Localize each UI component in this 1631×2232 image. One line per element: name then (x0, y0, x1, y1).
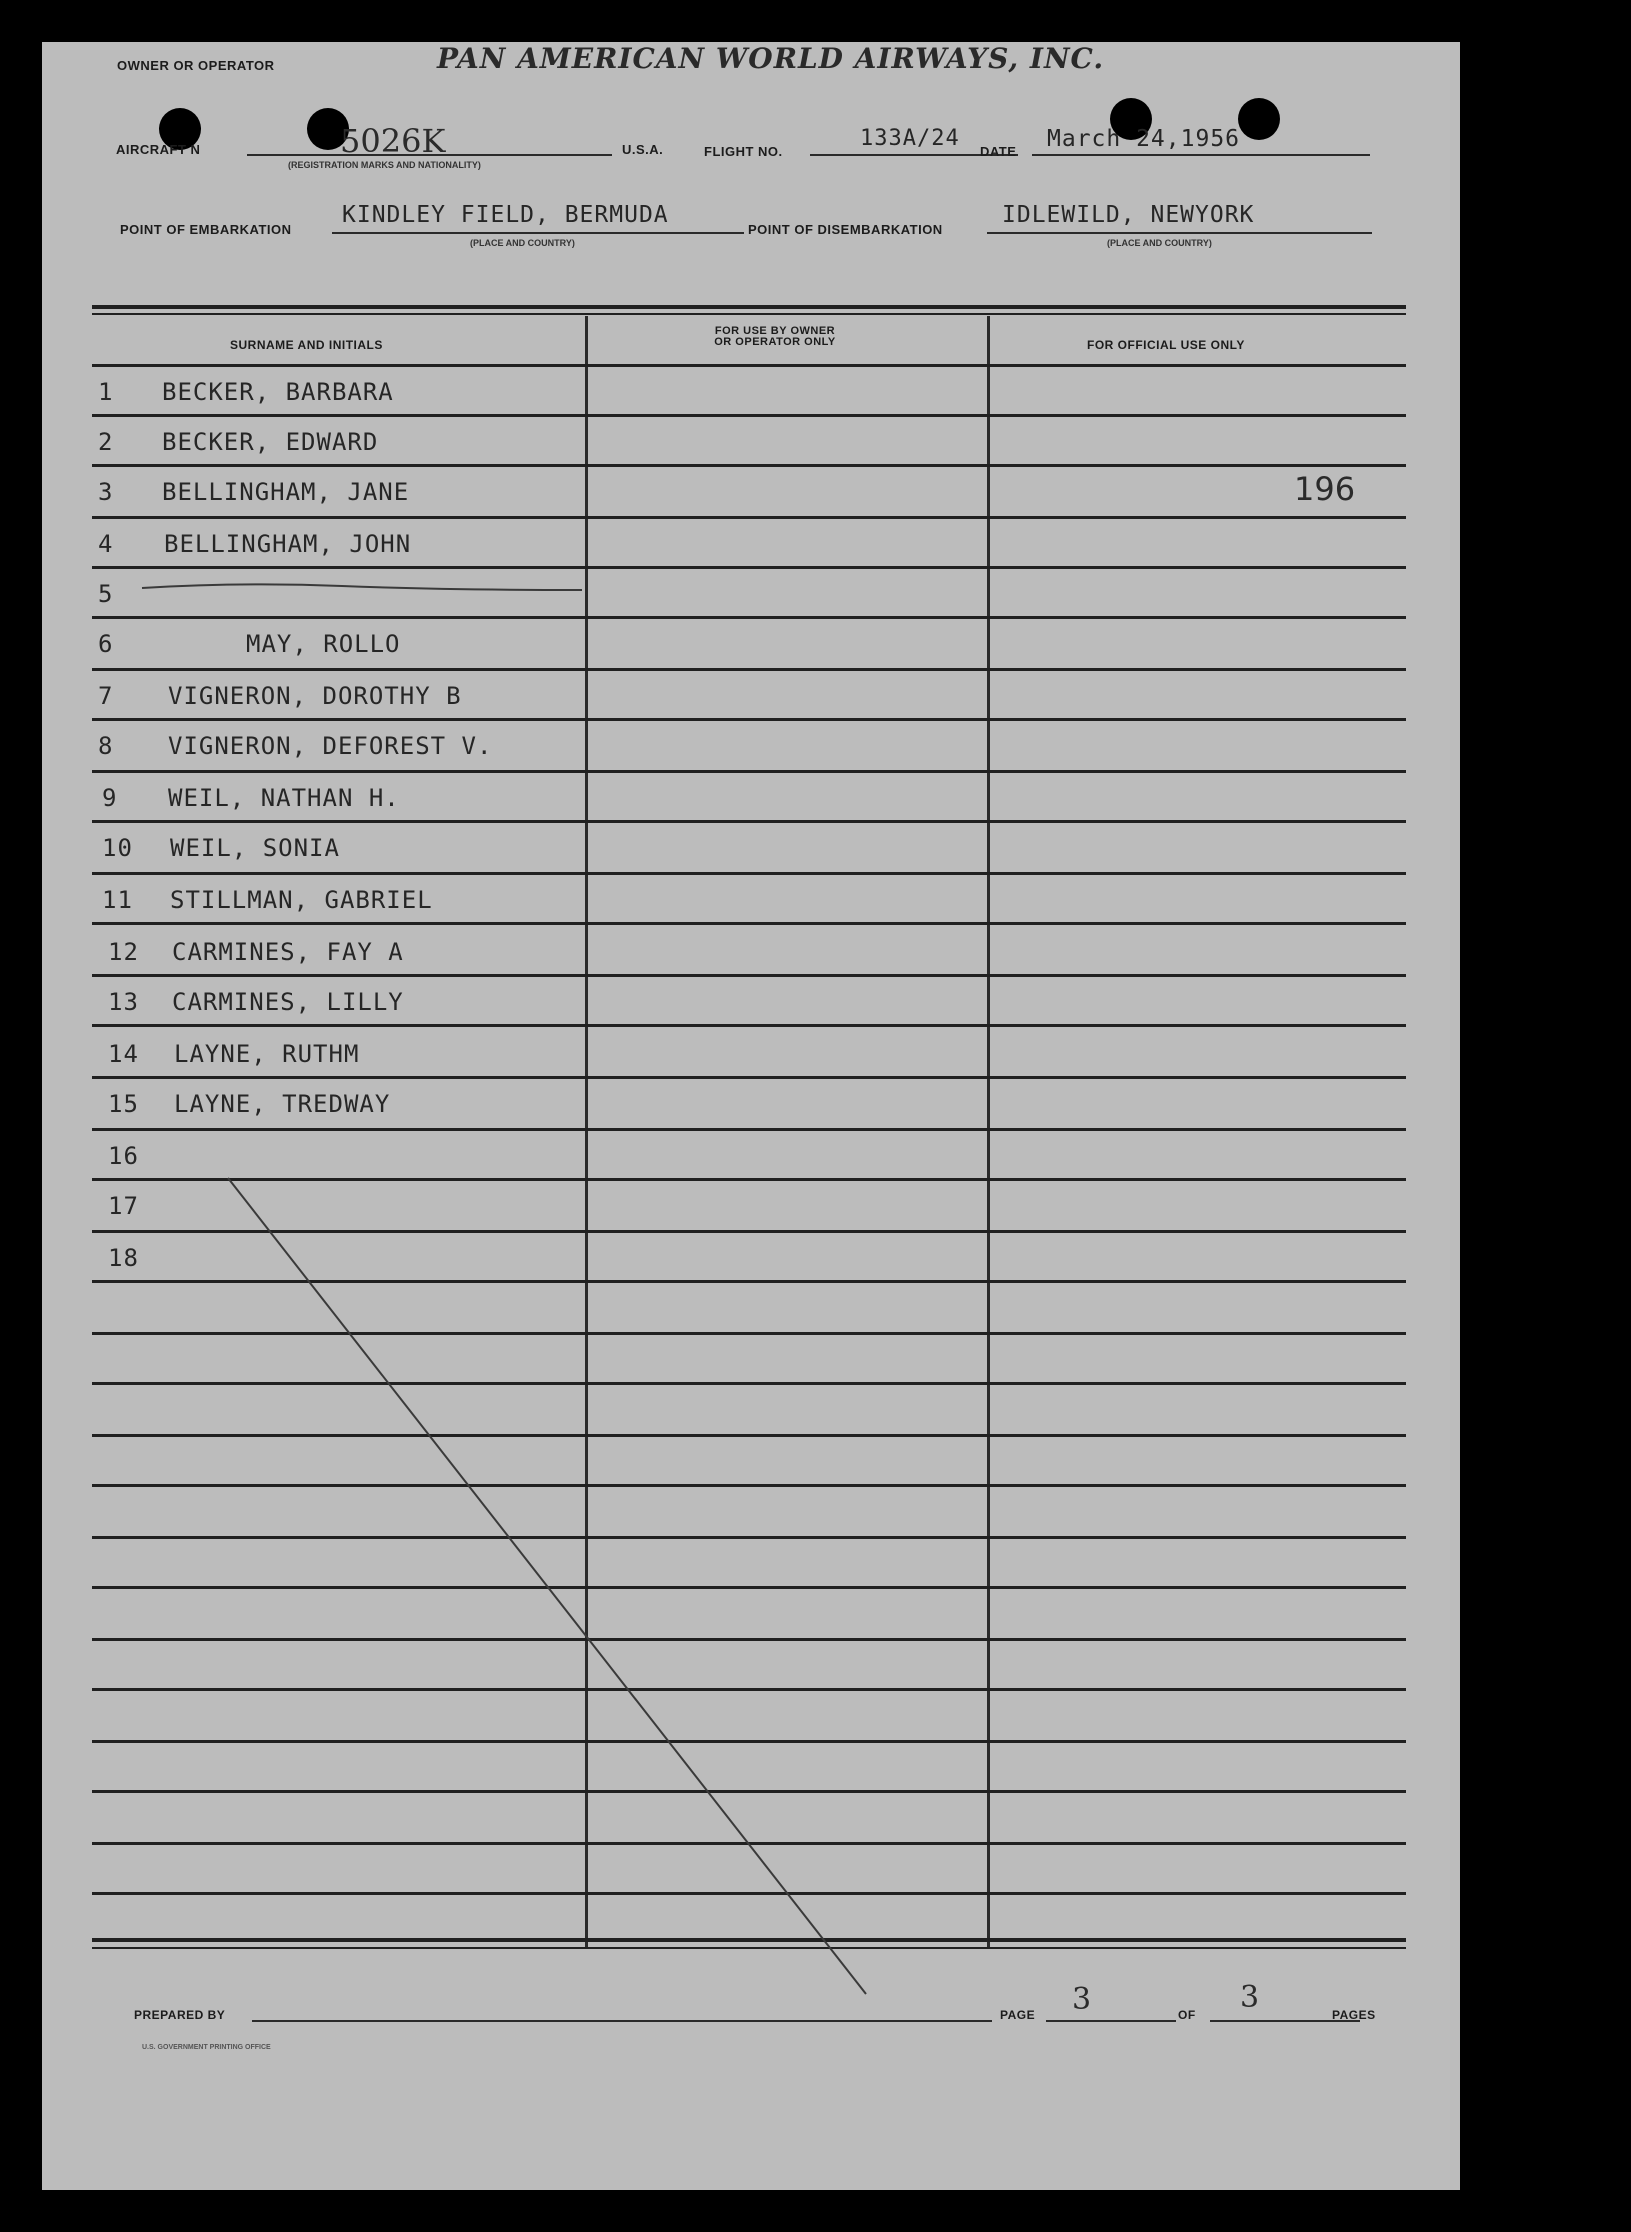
passenger-name: LAYNE, RUTHM (174, 1040, 360, 1068)
passenger-name: LAYNE, TREDWAY (174, 1090, 391, 1118)
registration-caption: (REGISTRATION MARKS AND NATIONALITY) (288, 160, 481, 170)
owner-label: OWNER OR OPERATOR (117, 58, 275, 73)
passenger-name: VIGNERON, DEFOREST V. (168, 732, 493, 760)
passenger-name: BELLINGHAM, JANE (162, 478, 410, 506)
row-number: 14 (108, 1040, 139, 1068)
aircraft-value: 5026K (340, 122, 446, 160)
prepared-by-underline (252, 2020, 992, 2022)
date-label: DATE (980, 144, 1017, 159)
official-entry: 196 (1294, 470, 1356, 508)
disembark-label: POINT OF DISEMBARKATION (748, 222, 943, 237)
passenger-name: MAY, ROLLO (246, 630, 401, 658)
owner-use-header-line2: OR OPERATOR ONLY (714, 336, 836, 348)
passenger-name: CARMINES, FAY A (172, 938, 404, 966)
row-number: 17 (108, 1192, 139, 1220)
usa-label: U.S.A. (622, 142, 664, 157)
row-number: 6 (98, 630, 114, 658)
prepared-by-label: PREPARED BY (134, 2008, 226, 2022)
embark-label: POINT OF EMBARKATION (120, 222, 292, 237)
diagonal-cancel-line (228, 1178, 866, 1994)
cancel-marks (42, 42, 1460, 2190)
flight-value: 133A/24 (860, 126, 960, 151)
pages-label: PAGES (1332, 2008, 1376, 2022)
row-number: 15 (108, 1090, 139, 1118)
passenger-name: STILLMAN, GABRIEL (170, 886, 433, 914)
row-number: 5 (98, 580, 114, 608)
page-value: 3 (1072, 1982, 1092, 2017)
page-label: PAGE (1000, 2008, 1036, 2022)
row-number: 13 (108, 988, 139, 1016)
surname-column-header: SURNAME AND INITIALS (230, 338, 383, 352)
aircraft-label: AIRCRAFT N (116, 142, 201, 157)
date-value: March 24,1956 (1047, 126, 1241, 152)
row5-strike-line (142, 584, 582, 590)
row-number: 10 (102, 834, 133, 862)
row-number: 7 (98, 682, 114, 710)
row-number: 2 (98, 428, 114, 456)
row-number: 4 (98, 530, 114, 558)
flight-label: FLIGHT NO. (704, 144, 783, 159)
embark-value: KINDLEY FIELD, BERMUDA (342, 202, 669, 228)
passenger-name: VIGNERON, DOROTHY B (168, 682, 462, 710)
owner-value: PAN AMERICAN WORLD AIRWAYS, INC. (437, 42, 1105, 75)
row-number: 9 (102, 784, 118, 812)
form-code: U.S. GOVERNMENT PRINTING OFFICE (142, 2044, 271, 2051)
owner-use-header-line1: FOR USE BY OWNER (714, 325, 836, 337)
official-column-header: FOR OFFICIAL USE ONLY (1087, 338, 1245, 352)
disembark-value: IDLEWILD, NEWYORK (1002, 202, 1255, 228)
pages-value: 3 (1240, 1980, 1260, 2015)
of-label: OF (1178, 2008, 1196, 2022)
passenger-name: CARMINES, LILLY (172, 988, 404, 1016)
passenger-name: BECKER, BARBARA (162, 378, 394, 406)
disembark-caption: (PLACE AND COUNTRY) (1107, 238, 1212, 248)
passenger-name: BECKER, EDWARD (162, 428, 379, 456)
row-number: 8 (98, 732, 114, 760)
row-number: 11 (102, 886, 133, 914)
page-underline (1046, 2020, 1176, 2022)
row-number: 18 (108, 1244, 139, 1272)
embark-caption: (PLACE AND COUNTRY) (470, 238, 575, 248)
manifest-page (42, 42, 1460, 2190)
passenger-name: WEIL, NATHAN H. (168, 784, 400, 812)
passenger-name: WEIL, SONIA (170, 834, 340, 862)
row-number: 12 (108, 938, 139, 966)
row-number: 16 (108, 1142, 139, 1170)
passenger-name: BELLINGHAM, JOHN (164, 530, 412, 558)
row-number: 1 (98, 378, 114, 406)
row-number: 3 (98, 478, 114, 506)
